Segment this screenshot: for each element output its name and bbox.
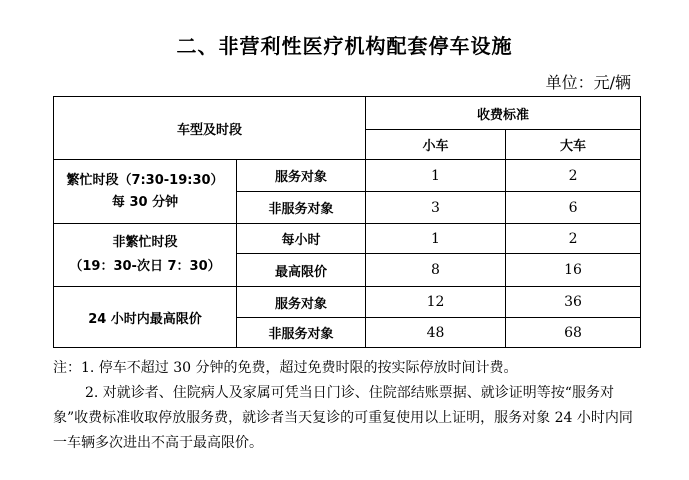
table-row	[54, 287, 641, 318]
header-fee-standard: 收费标准	[366, 97, 641, 130]
row-label: 每小时	[237, 224, 366, 254]
header-row-1	[54, 97, 641, 130]
large-car-value: 6	[506, 192, 641, 224]
small-car-value: 1	[366, 160, 506, 192]
header-small-car: 小车	[366, 130, 506, 160]
group-label-line: （19：30-次日 7：30）	[69, 259, 221, 274]
page-title: 二、非营利性医疗机构配套停车设施	[176, 34, 513, 58]
note-1: 注：1. 停车不超过 30 分钟的免费，超过免费时限的按实际停放时间计费。	[53, 360, 518, 376]
small-car-value: 8	[366, 254, 506, 287]
note-2: 2. 对就诊者、住院病人及家属可凭当日门诊、住院部结账票据、就诊证明等按“服务对象”收费标准收取停放服务费，就诊者当天复诊的可重复使用以上证明，服务对象 24 小时内同一车辆多次进出不高于最高限价。	[53, 385, 633, 451]
unit-label: 单位：元/辆	[545, 73, 631, 92]
small-car-value: 48	[366, 318, 506, 348]
group-label-offpeak	[54, 224, 237, 287]
fee-table	[53, 96, 641, 348]
row-label: 服务对象	[237, 160, 366, 192]
large-car-value: 36	[506, 287, 641, 318]
large-car-value: 2	[506, 160, 641, 192]
header-type-period: 车型及时段	[54, 97, 366, 160]
small-car-value: 1	[366, 224, 506, 254]
large-car-value: 68	[506, 318, 641, 348]
table-row	[54, 224, 641, 254]
row-label: 最高限价	[237, 254, 366, 287]
group-label-24h	[54, 287, 237, 348]
group-label-peak	[54, 160, 237, 224]
group-label-line: 非繁忙时段	[112, 235, 178, 250]
table-row	[54, 160, 641, 192]
small-car-value: 12	[366, 287, 506, 318]
group-label-line: 24 小时内最高限价	[88, 311, 202, 327]
large-car-value: 2	[506, 224, 641, 254]
notes	[53, 356, 643, 456]
header-large-car: 大车	[506, 130, 641, 160]
group-label-line: 繁忙时段（7:30-19:30）	[66, 172, 224, 188]
large-car-value: 16	[506, 254, 641, 287]
row-label: 非服务对象	[237, 192, 366, 224]
small-car-value: 3	[366, 192, 506, 224]
row-label: 服务对象	[237, 287, 366, 318]
group-label-line: 每 30 分钟	[111, 194, 179, 210]
row-label: 非服务对象	[237, 318, 366, 348]
